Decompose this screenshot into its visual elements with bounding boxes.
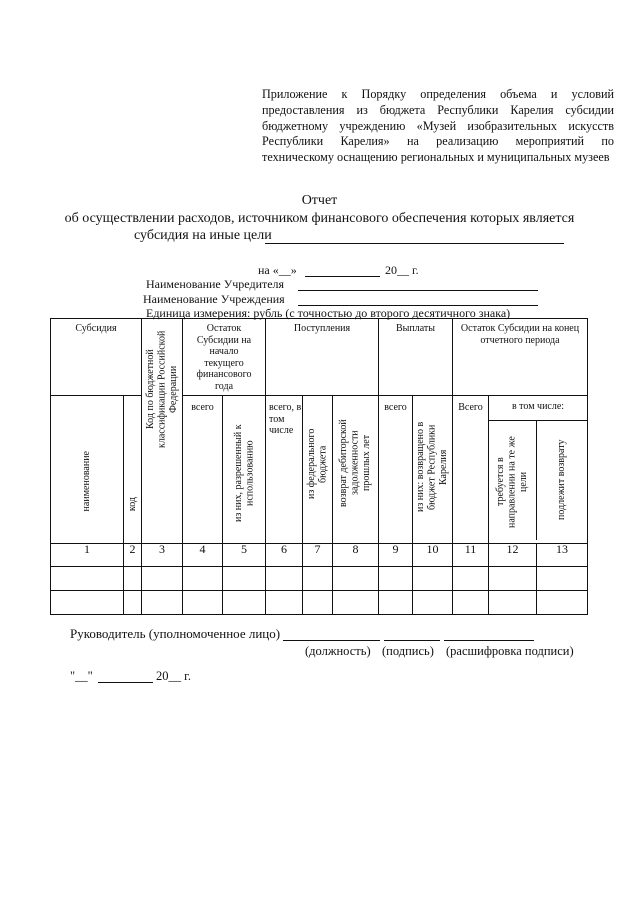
purpose-underline xyxy=(265,243,564,244)
header-p-returned: из них: возвращено в бюджет Республики Карелия xyxy=(413,396,453,543)
founder-label: Наименование Учредителя xyxy=(146,277,285,291)
col-num: 4 xyxy=(183,543,223,566)
col-num: 8 xyxy=(333,543,379,566)
signature-sign-line xyxy=(384,640,440,641)
header-bs-total: всего xyxy=(183,396,223,543)
header-name: наименование xyxy=(51,396,124,543)
header-r-federal: из федерального бюджета xyxy=(303,396,333,543)
date-month-line xyxy=(305,276,380,277)
header-be-incl: в том числе: требуется в направлении на те же цели подлежит возврату xyxy=(489,396,588,543)
header-payments: Выплаты xyxy=(379,319,453,396)
col-num: 10 xyxy=(413,543,453,566)
header-code: код xyxy=(124,396,142,543)
column-numbers-row xyxy=(51,543,588,566)
col-num: 12 xyxy=(489,543,537,566)
col-num: 5 xyxy=(223,543,266,566)
header-subsidy: Субсидия xyxy=(51,319,142,396)
date-prefix: на «__» xyxy=(258,263,297,277)
table-row xyxy=(51,566,588,590)
col-num: 13 xyxy=(537,543,588,566)
appendix-note: Приложение к Порядку определения объема и условий предоставления из бюджета Республики Карелия субсидии бюджетному учреждению «Музей изобразительных искусств Республики Карелия» на реализацию мероприятий по техническому оснащению региональных и муниципальных музеев xyxy=(262,87,614,165)
header-balance-end: Остаток Субсидии на конец отчетного периода xyxy=(453,319,588,396)
date-year: 20__ г. xyxy=(385,263,419,277)
header-p-total: всего xyxy=(379,396,413,543)
report-subtitle: об осуществлении расходов, источником финансового обеспечения которых является xyxy=(64,211,575,226)
header-be-total: Всего xyxy=(453,396,489,543)
report-table xyxy=(50,318,588,615)
signature-position-line xyxy=(283,640,380,641)
header-be-required: требуется в направлении на те же цели xyxy=(495,436,530,529)
bottom-date-year: 20__ г. xyxy=(156,669,191,683)
report-subtitle-purpose: субсидия на иные цели xyxy=(134,228,272,243)
signature-position-caption: (должность) xyxy=(305,644,371,658)
header-bs-allowed: из них, разрешенный к использованию xyxy=(223,396,266,543)
header-r-total: всего, в том числе xyxy=(266,396,303,543)
col-num: 7 xyxy=(303,543,333,566)
col-num: 1 xyxy=(51,543,124,566)
col-num: 11 xyxy=(453,543,489,566)
signature-label: Руководитель (уполномоченное лицо) xyxy=(70,626,281,641)
table-row xyxy=(51,590,588,614)
col-num: 2 xyxy=(124,543,142,566)
bottom-date-month-line xyxy=(98,682,153,683)
header-budget-code: Код по бюджетной классификации Российской Федерации xyxy=(142,319,183,544)
header-balance-start: Остаток Субсидии на начало текущего финансового года xyxy=(183,319,266,396)
col-num: 9 xyxy=(379,543,413,566)
signature-sign-caption: (подпись) xyxy=(382,644,434,658)
signature-decode-line xyxy=(444,640,534,641)
col-num: 6 xyxy=(266,543,303,566)
report-title: Отчет xyxy=(301,193,338,208)
unit-label: Единица измерения: рубль (с точностью до второго десятичного знака) xyxy=(146,306,511,320)
header-be-to-return: подлежит возврату xyxy=(556,439,568,521)
header-r-return: возврат дебиторской задолженности прошлых лет xyxy=(333,396,379,543)
col-num: 3 xyxy=(142,543,183,566)
bottom-date-quote: "__" xyxy=(70,669,93,683)
signature-decode-caption: (расшифровка подписи) xyxy=(446,644,574,658)
founder-line xyxy=(298,290,538,291)
header-receipts: Поступления xyxy=(266,319,379,396)
institution-label: Наименование Учреждения xyxy=(143,292,285,306)
